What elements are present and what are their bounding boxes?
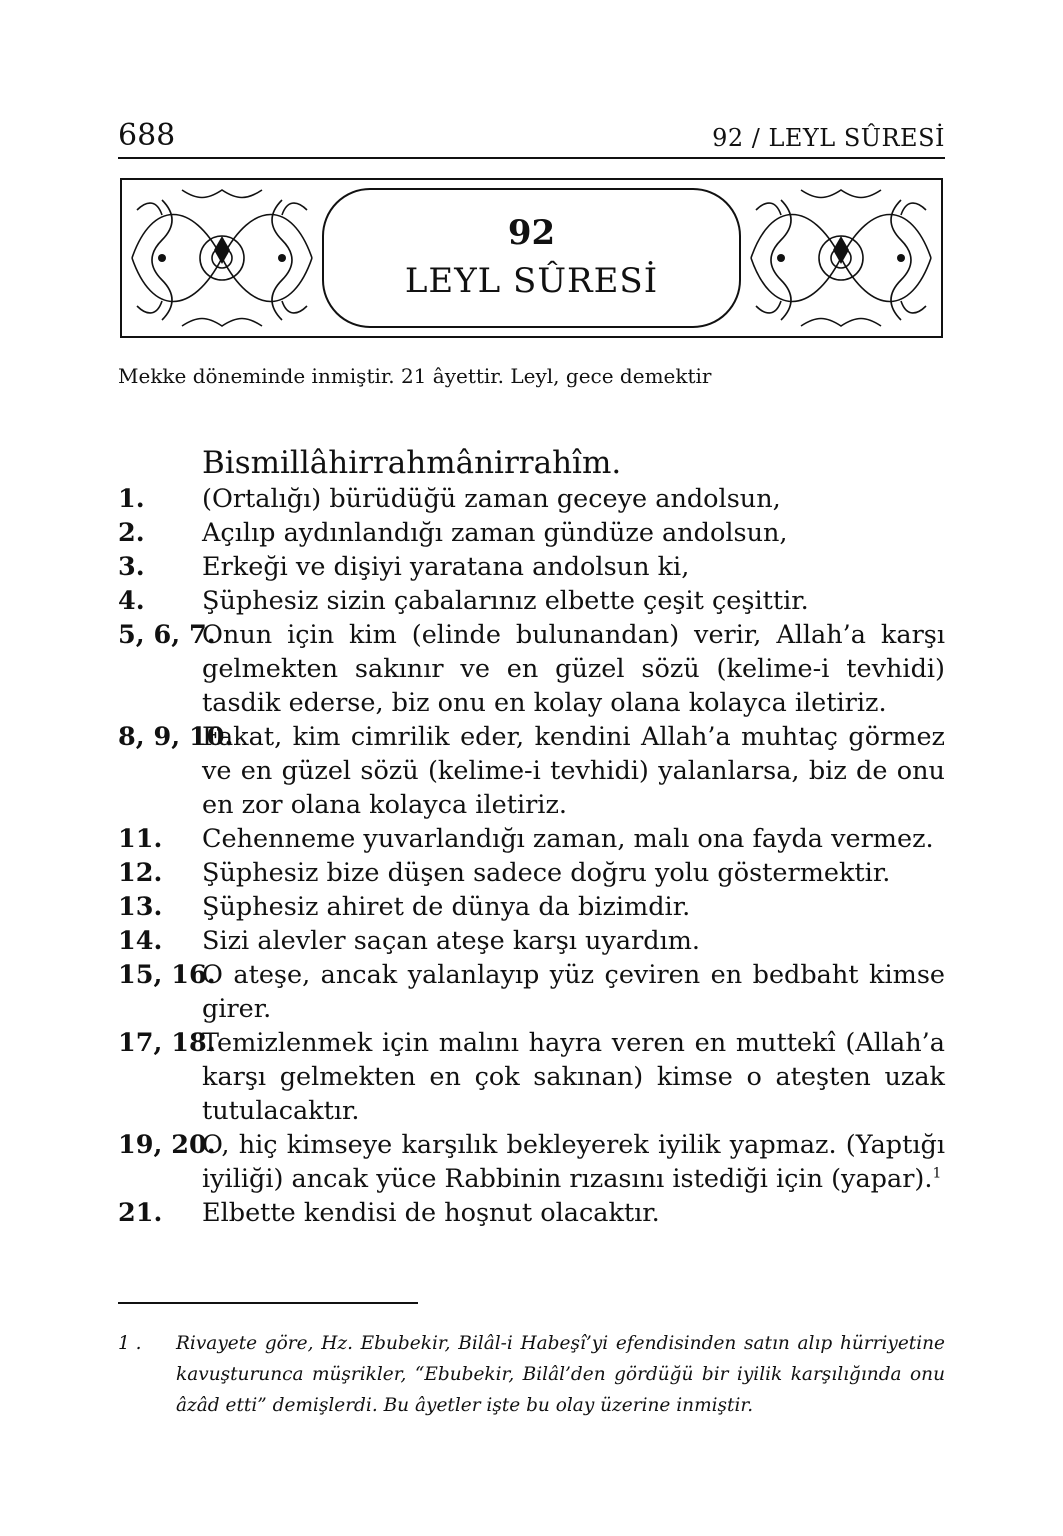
verse-text: Cehenneme yuvarlandığı zaman, malı ona fayda vermez.	[202, 824, 934, 854]
verse-number: 13.	[118, 892, 163, 922]
footnote	[118, 1328, 945, 1421]
verse-15-16	[118, 958, 945, 1026]
verse-text: O ateşe, ancak yalanlayıp yüz çeviren en bedbaht kimse girer.	[202, 960, 945, 1024]
verse-text: Açılıp aydınlandığı zaman gündüze andolsun,	[202, 518, 788, 548]
verse-text: Onun için kim (elinde bulunandan) verir, Allah’a karşı gelmekten sakınır ve en güzel sözü (kelime-i tevhidi) tasdik ederse, biz onu en kolay olana kolayca iletiriz.	[202, 620, 945, 718]
verse-number: 3.	[118, 552, 145, 582]
verse-number: 2.	[118, 518, 145, 548]
verse-number: 17, 18.	[118, 1028, 216, 1058]
surah-intro: Mekke döneminde inmiştir. 21 âyettir. Leyl, gece demektir	[118, 364, 712, 388]
verse-number: 4.	[118, 586, 145, 616]
verse-number: 1.	[118, 484, 145, 514]
verse-17-18	[118, 1026, 945, 1128]
verse-2	[118, 516, 945, 550]
verse-3	[118, 550, 945, 584]
verse-text: Elbette kendisi de hoşnut olacaktır.	[202, 1198, 660, 1228]
verse-5-6-7	[118, 618, 945, 720]
verse-number: 19, 20.	[118, 1130, 216, 1160]
verse-13	[118, 890, 945, 924]
verse-19-20	[118, 1128, 945, 1196]
verse-text: Şüphesiz sizin çabalarınız elbette çeşit çeşittir.	[202, 586, 809, 616]
verse-text: Şüphesiz ahiret de dünya da bizimdir.	[202, 892, 691, 922]
surah-name: LEYL SÛRESİ	[404, 260, 659, 301]
surah-number: 92	[507, 213, 556, 254]
verse-number: 15, 16.	[118, 960, 216, 990]
basmala: Bismillâhirrahmânirrahîm.	[202, 445, 622, 481]
arabesque-ornament-left	[122, 180, 322, 336]
arabesque-ornament-right	[741, 180, 941, 336]
footnote-reference[interactable]: 1	[932, 1165, 942, 1182]
footnote-text: Rivayete göre, Hz. Ebubekir, Bilâl-i Habeşî’yi efendisinden satın alıp hürriyetine kavuşturunca müşrikler, “Ebubekir, Bilâl’den gördüğü bir iyilik karşılığında onu âzâd etti” demişlerdi. Bu âyetler işte bu olay üzerine inmiştir.	[176, 1333, 945, 1416]
page-number: 688	[118, 118, 176, 153]
verse-text: Temizlenmek için malını hayra veren en muttekî (Allah’a karşı gelmekten en çok sakınan) kimse o ateşten uzak tutulacaktır.	[202, 1028, 945, 1126]
verse-number: 8, 9, 10.	[118, 722, 234, 752]
header-rule	[118, 157, 945, 159]
verse-text: Şüphesiz bize düşen sadece doğru yolu göstermektir.	[202, 858, 891, 888]
verse-text: Sizi alevler saçan ateşe karşı uyardım.	[202, 926, 701, 956]
surah-title-cartouche	[322, 188, 741, 328]
verse-number: 12.	[118, 858, 163, 888]
verse-4	[118, 584, 945, 618]
verse-list	[118, 444, 945, 1230]
running-head: 92 / LEYL SÛRESİ	[712, 124, 945, 152]
verse-11	[118, 822, 945, 856]
verse-1	[118, 482, 945, 516]
verse-8-9-10	[118, 720, 945, 822]
verse-12	[118, 856, 945, 890]
verse-text: Erkeği ve dişiyi yaratana andolsun ki,	[202, 552, 690, 582]
verse-text: Fakat, kim cimrilik eder, kendini Allah’a muhtaç görmez ve en güzel sözü (kelime-i tevhidi) yalanlarsa, biz de onu en zor olana kolayca iletiriz.	[202, 722, 945, 820]
verse-number: 11.	[118, 824, 163, 854]
verse-21	[118, 1196, 945, 1230]
verse-text: (Ortalığı) bürüdüğü zaman geceye andolsun,	[202, 484, 781, 514]
verse-text: O, hiç kimseye karşılık bekleyerek iyilik yapmaz. (Yaptığı iyiliği) ancak yüce Rabbinin rızasını istediği için (yapar).	[202, 1130, 945, 1194]
verse-14	[118, 924, 945, 958]
surah-header-frame	[120, 178, 943, 338]
footnote-rule	[118, 1302, 418, 1304]
verse-number: 14.	[118, 926, 163, 956]
verse-number: 5, 6, 7.	[118, 620, 216, 650]
verse-number: 21.	[118, 1198, 163, 1228]
footnote-mark: 1 .	[118, 1333, 142, 1354]
